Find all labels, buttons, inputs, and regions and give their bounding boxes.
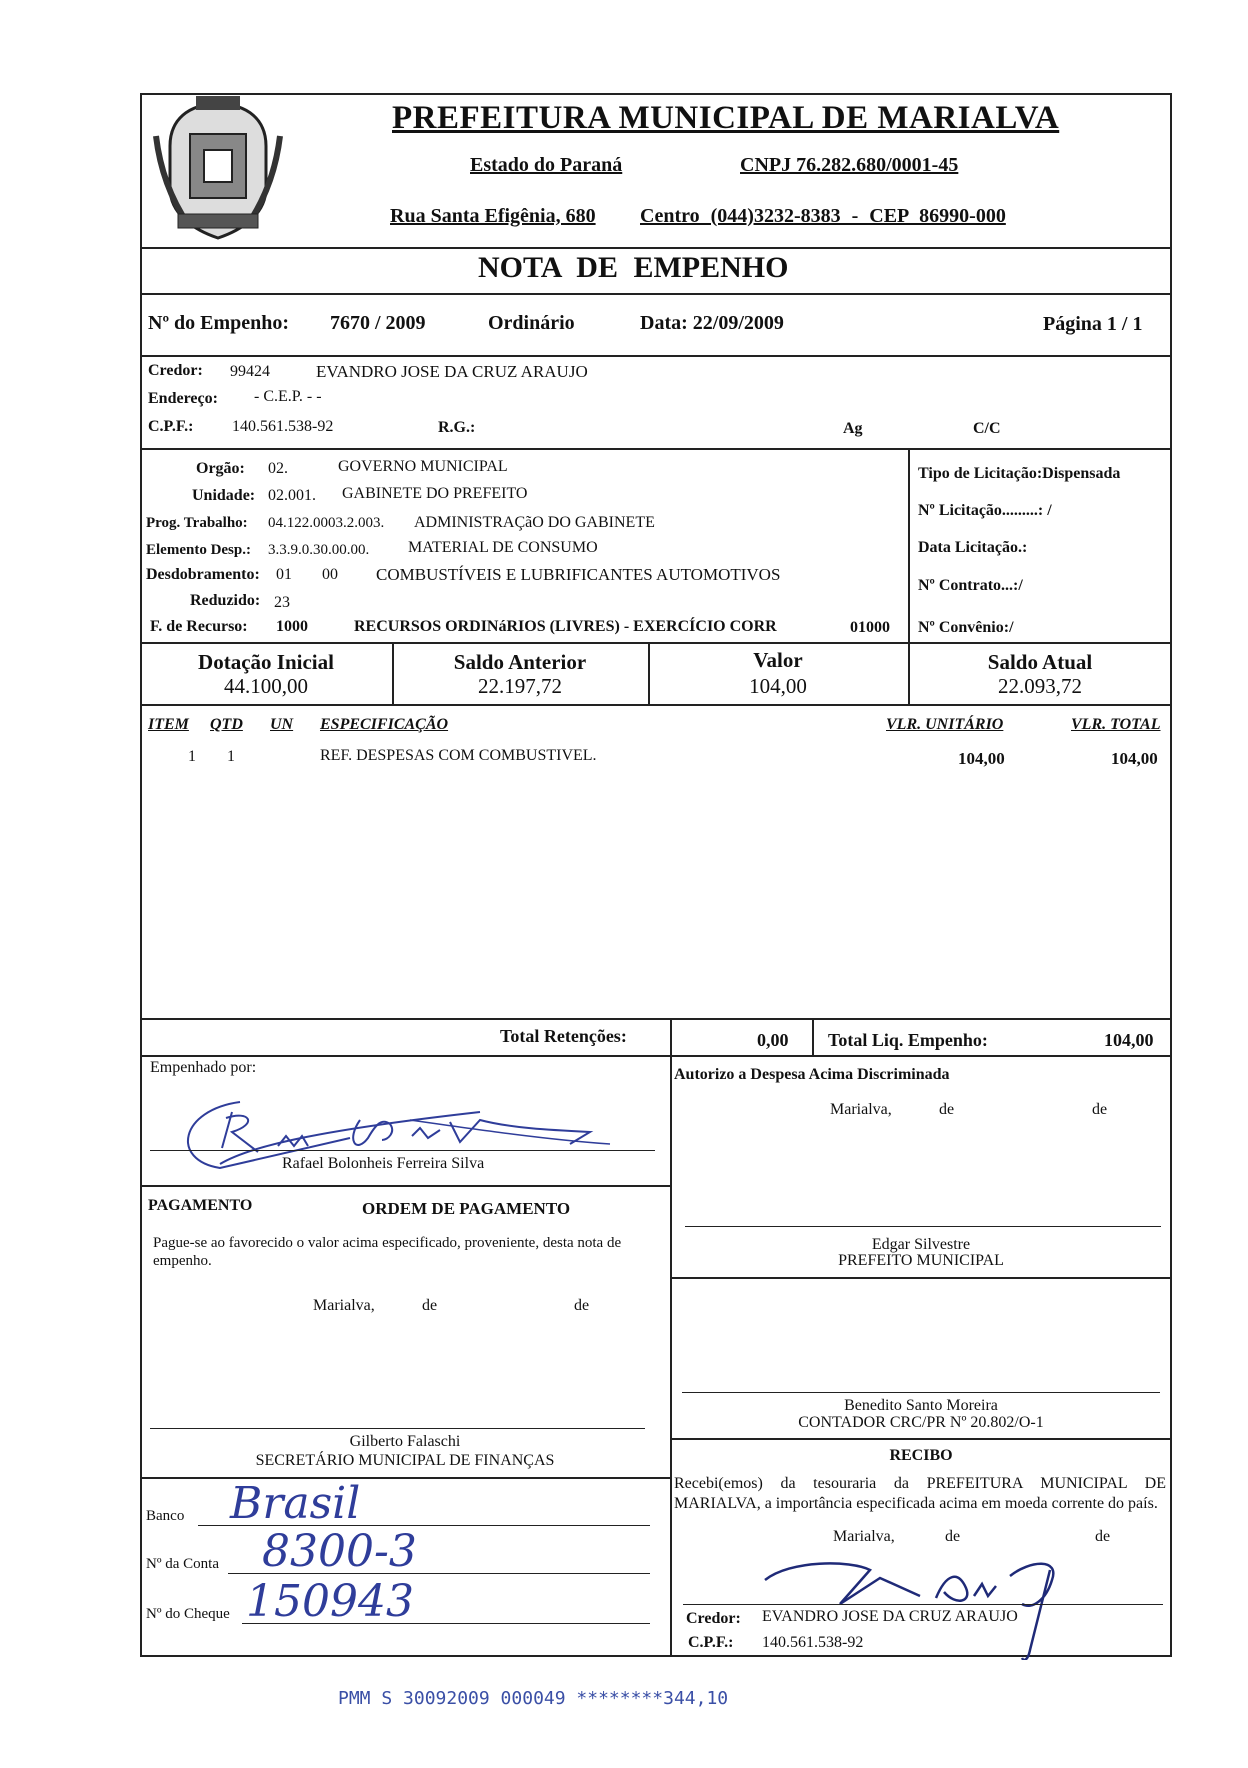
credor-name: EVANDRO JOSE DA CRUZ ARAUJO [316, 362, 588, 381]
empenho-type: Ordinário [488, 312, 575, 334]
contador-role: CONTADOR CRC/PR Nº 20.802/O-1 [798, 1414, 1044, 1431]
recurso-label: F. de Recurso: [150, 618, 248, 635]
prefeito-name: Edgar Silvestre [871, 1236, 971, 1253]
licitacao-data: Data Licitação.: [918, 539, 1028, 556]
page-number: Página 1 / 1 [1043, 313, 1143, 335]
credor-label: Credor: [148, 362, 203, 379]
valor-value: 104,00 [749, 674, 807, 698]
desdobramento-label: Desdobramento: [146, 566, 260, 583]
retencoes-value: 0,00 [757, 1030, 789, 1050]
header-district-phone-cep: Centro (044)3232-8383 - CEP 86990-000 [640, 205, 1006, 227]
reduzido-label: Reduzido: [190, 592, 261, 609]
items-header-unit: VLR. UNITÁRIO [886, 716, 1004, 733]
recibo-place: Marialva, [833, 1528, 895, 1545]
liquido-value: 104,00 [1104, 1030, 1154, 1050]
prog-name: ADMINISTRAÇãO DO GABINETE [414, 514, 655, 531]
pagamento-de1: de [422, 1297, 438, 1314]
header-cnpj: CNPJ 76.282.680/0001-45 [740, 154, 959, 176]
autorizo-place: Marialva, [830, 1101, 892, 1118]
orgao-code: 02. [268, 460, 288, 477]
item-unit-price: 104,00 [958, 749, 1005, 768]
items-header-total: VLR. TOTAL [1071, 716, 1161, 733]
saldo-atual-value: 22.093,72 [998, 674, 1082, 698]
licitacao-numero: Nº Licitação.........: / [918, 502, 1052, 519]
recibo-credor-label: Credor: [686, 1610, 741, 1627]
recibo-de2: de [1095, 1528, 1111, 1545]
desdobramento-a: 01 [276, 566, 292, 583]
items-header-item: ITEM [148, 716, 189, 733]
orgao-name: GOVERNO MUNICIPAL [338, 458, 508, 475]
saldo-atual-label: Saldo Atual [987, 650, 1093, 674]
prefeito-role: PREFEITO MUNICIPAL [838, 1252, 1004, 1269]
desdobramento-name: COMBUSTÍVEIS E LUBRIFICANTES AUTOMOTIVOS [376, 565, 781, 584]
rg-label: R.G.: [438, 419, 476, 436]
item-total-price: 104,00 [1111, 749, 1158, 768]
empenho-number: 7670 / 2009 [330, 312, 426, 334]
valor-label: Valor [753, 648, 803, 672]
items-header-qtd: QTD [210, 716, 243, 733]
elemento-name: MATERIAL DE CONSUMO [408, 539, 598, 556]
reduzido-value: 23 [274, 594, 290, 611]
header-street: Rua Santa Efigênia, 680 [390, 205, 596, 227]
conta-value[interactable]: 8300-3 [262, 1526, 417, 1577]
address-value: - C.E.P. - - [254, 388, 322, 405]
saldo-anterior-value: 22.197,72 [478, 674, 562, 698]
recurso-code: 1000 [276, 618, 308, 635]
dotacao-label: Dotação Inicial [198, 650, 334, 674]
conta-label: Nº da Conta [146, 1556, 219, 1572]
cpf-value: 140.561.538-92 [232, 418, 334, 435]
empenho-label: Nº do Empenho: [148, 312, 290, 334]
recurso-name: RECURSOS ORDINáRIOS (LIVRES) - EXERCÍCIO CORR [354, 618, 777, 635]
coat-of-arms-logo [148, 96, 288, 246]
item-qty: 1 [227, 748, 235, 765]
desdobramento-b: 00 [322, 566, 338, 583]
address-label: Endereço: [148, 390, 218, 407]
pagamento-de2: de [574, 1297, 590, 1314]
cpf-label: C.P.F.: [148, 418, 194, 435]
banco-label: Banco [146, 1508, 185, 1524]
recibo-title: RECIBO [889, 1447, 953, 1464]
header-state: Estado do Paraná [470, 154, 623, 176]
payment-stamp: PMM S 30092009 000049 ********344,10 [338, 1688, 729, 1709]
autorizo-de1: de [939, 1101, 955, 1118]
elemento-code: 3.3.9.0.30.00.00. [268, 542, 370, 558]
empenhado-label: Empenhado por: [150, 1059, 257, 1076]
items-header-un: UN [270, 716, 294, 733]
cheque-label: Nº do Cheque [146, 1606, 230, 1622]
secretario-role: SECRETÁRIO MUNICIPAL DE FINANÇAS [255, 1452, 555, 1469]
pagamento-place: Marialva, [313, 1297, 375, 1314]
items-header-spec: ESPECIFICAÇÃO [320, 716, 449, 733]
contador-name: Benedito Santo Moreira [844, 1397, 998, 1414]
recibo-cpf-value: 140.561.538-92 [762, 1634, 864, 1651]
document-title: NOTA DE EMPENHO [478, 251, 789, 284]
empenho-date: Data: 22/09/2009 [640, 312, 784, 334]
autorizo-label: Autorizo a Despesa Acima Discriminada [674, 1066, 950, 1083]
prog-code: 04.122.0003.2.003. [268, 515, 385, 531]
unidade-code: 02.001. [268, 487, 316, 504]
dotacao-value: 44.100,00 [224, 674, 308, 698]
cc-label: C/C [973, 420, 1001, 437]
recibo-text: Recebi(emos) da tesouraria da PREFEITURA MUNICIPAL DE MARIALVA, a importância especificada acima em moeda corrente do país. [674, 1475, 1166, 1512]
unidade-name: GABINETE DO PREFEITO [342, 485, 528, 502]
banco-value[interactable]: Brasil [230, 1478, 361, 1529]
secretario-name: Gilberto Falaschi [349, 1433, 461, 1450]
licitacao-tipo: Tipo de Licitação:Dispensada [918, 465, 1121, 482]
recibo-de1: de [945, 1528, 961, 1545]
pagamento-label: PAGAMENTO [148, 1197, 253, 1214]
prog-label: Prog. Trabalho: [146, 515, 248, 531]
licitacao-contrato: Nº Contrato...:/ [918, 577, 1023, 594]
liquido-label: Total Liq. Empenho: [828, 1030, 988, 1050]
unidade-label: Unidade: [192, 487, 256, 504]
pagamento-text: Pague-se ao favorecido o valor acima especificado, proveniente, desta nota de empenho. [153, 1235, 622, 1269]
retencoes-label: Total Retenções: [500, 1026, 627, 1046]
licitacao-convenio: Nº Convênio:/ [918, 619, 1014, 636]
recurso-extra: 01000 [850, 619, 890, 636]
item-number: 1 [188, 748, 196, 765]
elemento-label: Elemento Desp.: [146, 542, 251, 558]
header-title: PREFEITURA MUNICIPAL DE MARIALVA [392, 100, 1060, 136]
cheque-value[interactable]: 150943 [246, 1576, 414, 1627]
ag-label: Ag [843, 420, 863, 437]
credor-code: 99424 [230, 363, 270, 380]
recibo-cpf-label: C.P.F.: [688, 1634, 734, 1651]
saldo-anterior-label: Saldo Anterior [453, 650, 587, 674]
empenhado-name: Rafael Bolonheis Ferreira Silva [282, 1155, 485, 1172]
ordem-pagamento-label: ORDEM DE PAGAMENTO [362, 1199, 571, 1218]
item-description: REF. DESPESAS COM COMBUSTIVEL. [320, 747, 597, 764]
recibo-credor-name: EVANDRO JOSE DA CRUZ ARAUJO [762, 1608, 1018, 1625]
autorizo-de2: de [1092, 1101, 1108, 1118]
orgao-label: Orgão: [196, 460, 245, 477]
